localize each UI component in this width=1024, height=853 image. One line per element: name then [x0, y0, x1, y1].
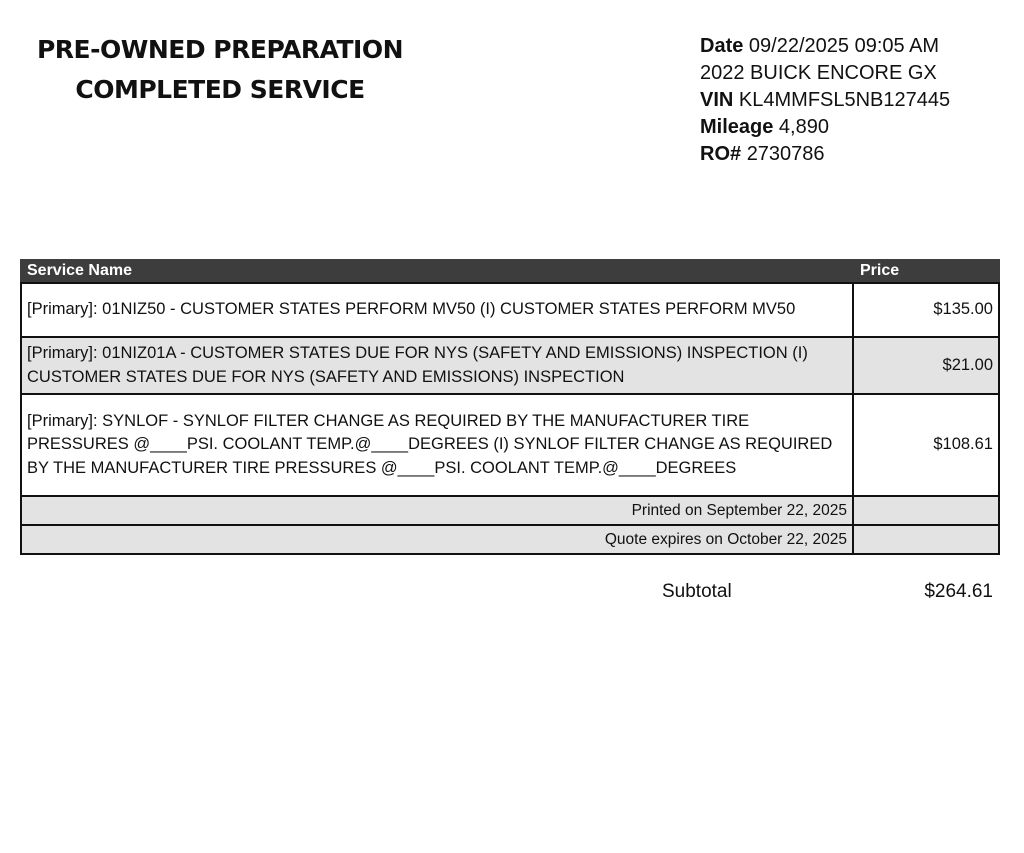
printed-on-text: Printed on September 22, 2025: [20, 497, 853, 526]
service-description: [Primary]: 01NIZ01A - CUSTOMER STATES DUE FOR NYS (SAFETY AND EMISSIONS) INSPECTION (I) CUSTOMER STATES DUE FOR NYS (SAFETY AND EMISSIONS) INSPECTION: [20, 338, 853, 395]
price-header: Price: [853, 259, 1000, 282]
mileage-line: [700, 114, 950, 141]
service-price: $135.00: [853, 282, 1000, 338]
subtotal-label: Subtotal: [662, 581, 732, 602]
title-line-1: PRE-OWNED PREPARATION: [36, 35, 404, 64]
vin-label: VIN: [700, 89, 734, 111]
page-title: [20, 30, 420, 110]
vehicle-model: 2022 BUICK ENCORE GX: [700, 62, 937, 84]
vin-value: KL4MMFSL5NB127445: [738, 89, 951, 111]
quote-expires-empty-cell: [853, 526, 1000, 555]
quote-expires-row: [20, 526, 1000, 555]
service-price: $21.00: [853, 338, 1000, 395]
ro-line: [700, 141, 950, 168]
service-description: [Primary]: 01NIZ50 - CUSTOMER STATES PERFORM MV50 (I) CUSTOMER STATES PERFORM MV50: [20, 282, 853, 338]
table-header-row: [20, 259, 1000, 282]
table-row: [20, 282, 1000, 338]
vehicle-info: [700, 33, 950, 168]
ro-label: RO#: [700, 143, 742, 165]
table-row: [20, 395, 1000, 497]
mileage-value: 4,890: [778, 116, 829, 138]
date-label: Date: [700, 35, 744, 57]
service-price: $108.61: [853, 395, 1000, 497]
service-table: [20, 259, 1000, 555]
table-row: [20, 338, 1000, 395]
date-line: [700, 33, 950, 60]
subtotal-value: $264.61: [924, 581, 993, 602]
quote-expires-text: Quote expires on October 22, 2025: [20, 526, 853, 555]
ro-value: 2730786: [746, 143, 825, 165]
printed-on-empty-cell: [853, 497, 1000, 526]
title-line-2: COMPLETED SERVICE: [75, 75, 365, 104]
mileage-label: Mileage: [700, 116, 774, 138]
service-description: [Primary]: SYNLOF - SYNLOF FILTER CHANGE AS REQUIRED BY THE MANUFACTURER TIRE PRESSURES @____PSI. COOLANT TEMP.@____DEGREES (I) SYNLOF FILTER CHANGE AS REQUIRED BY THE MANUFACTURER TIRE PRESSURES @____PSI. COOLANT TEMP.@____DEGREES: [20, 395, 853, 497]
printed-on-row: [20, 497, 1000, 526]
vin-line: [700, 87, 950, 114]
date-value: 09/22/2025 09:05 AM: [748, 35, 940, 57]
service-name-header: Service Name: [20, 259, 853, 282]
